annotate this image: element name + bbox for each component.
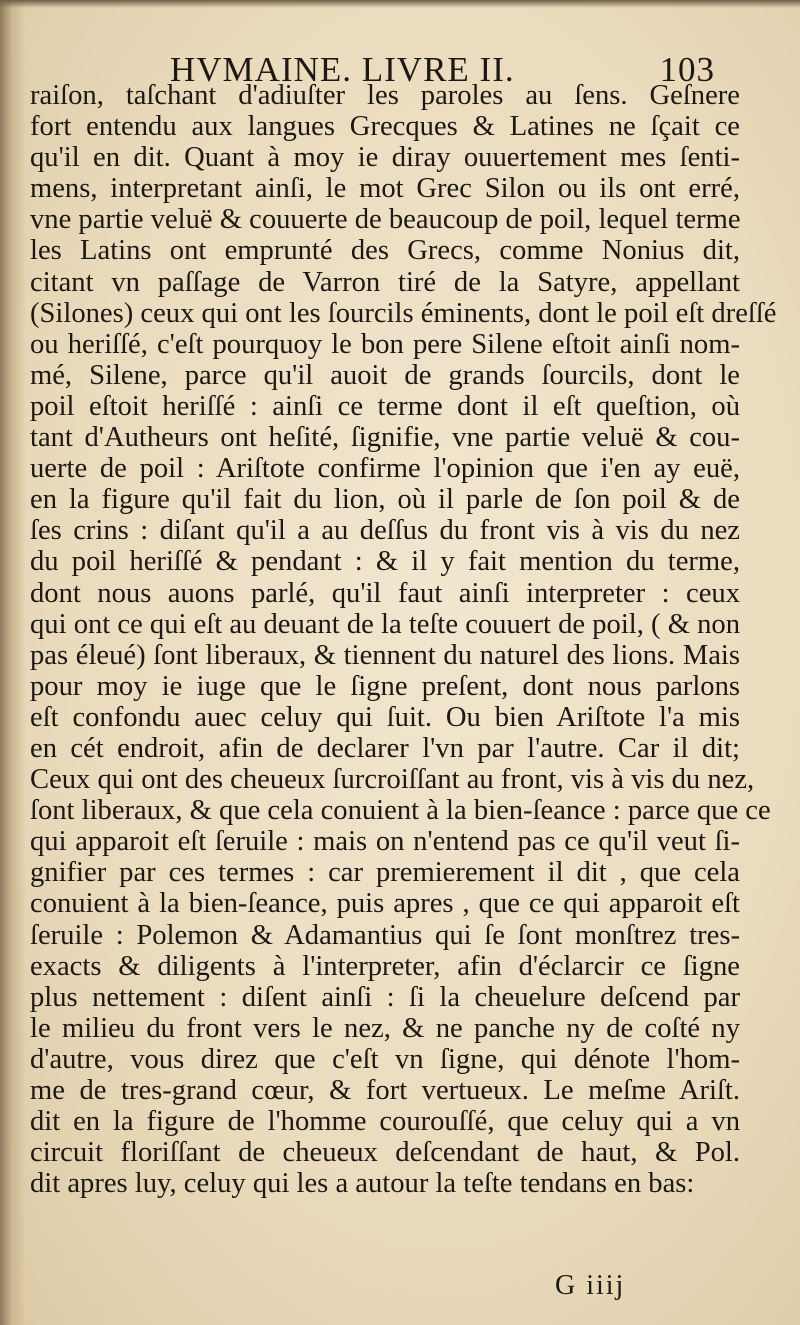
text-line: du poil heriſſé & pendant : & il y fait mention du terme, — [30, 546, 740, 578]
page-gutter-shadow — [0, 0, 26, 1325]
page-top-edge — [0, 0, 800, 8]
text-line: (Silones) ceux qui ont les ſourcils éminents, dont le poil eſt dreſſé — [30, 297, 777, 329]
text-line: ſont liberaux, & que cela conuient à la bien-ſeance : parce que ce — [30, 795, 771, 827]
text-line: conuient à la bien-ſeance, puis apres , que ce qui apparoit eſt — [30, 888, 740, 920]
text-line: pour moy ie iuge que le ſigne preſent, dont nous parlons — [30, 670, 740, 702]
text-line: qui ont ce qui eſt au deuant de la teſte couuert de poil, ( & non — [30, 608, 740, 640]
text-line: fort entendu aux langues Grecques & Latines ne ſçait ce — [30, 111, 740, 143]
text-line: exacts & diligents à l'interpreter, afin d'éclarcir ce ſigne — [30, 950, 740, 982]
text-line: poil eſtoit heriſſé : ainſi ce terme dont il eſt queſtion, où — [30, 390, 740, 422]
text-line: raiſon, taſchant d'adiuſter les paroles au ſens. Geſnere — [30, 80, 740, 111]
text-line: en la figure qu'il fait du lion, où il parle de ſon poil & de — [30, 484, 740, 516]
text-line: pas éleué) ſont liberaux, & tiennent du naturel des lions. Mais — [30, 639, 740, 671]
text-line: les Latins ont emprunté des Grecs, comme Nonius dit, — [30, 235, 740, 267]
text-line: citant vn paſſage de Varron tiré de la Satyre, appellant — [30, 266, 740, 298]
text-line: mens, interpretant ainſi, le mot Grec Silon ou ils ont erré, — [30, 173, 740, 205]
text-line: plus nettement : diſent ainſi : ſi la cheuelure deſcend par — [30, 981, 740, 1013]
text-line: dit en la figure de l'homme courouſſé, que celuy qui a vn — [30, 1106, 740, 1138]
text-line: ſes crins : diſant qu'il a au deſſus du front vis à vis du nez — [30, 515, 740, 547]
text-line: qu'il en dit. Quant à moy ie diray ouuertement mes ſenti- — [30, 142, 740, 174]
text-line: dit apres luy, celuy qui les a autour la teſte tendans en bas: — [30, 1168, 695, 1200]
text-line: mé, Silene, parce qu'il auoit de grands ſourcils, dont le — [30, 359, 740, 391]
text-line: ou heriſſé, c'eſt pourquoy le bon pere Silene eſtoit ainſi nom- — [30, 328, 740, 360]
text-line: qui apparoit eſt ſeruile : mais on n'entend pas ce qu'il veut ſi- — [30, 826, 740, 858]
running-title: HVMAINE. LIVRE II. — [170, 50, 515, 89]
body-text — [30, 80, 777, 1200]
text-line: en cét endroit, afin de declarer l'vn par l'autre. Car il dit; — [30, 732, 740, 764]
text-line: tant d'Autheurs ont heſité, ſignifie, vne partie veluë & cou- — [30, 422, 740, 454]
text-line: uerte de poil : Ariſtote confirme l'opinion que i'en ay euë, — [30, 453, 740, 485]
text-line: ſeruile : Polemon & Adamantius qui ſe ſont monſtrez tres- — [30, 919, 740, 951]
text-line: dont nous auons parlé, qu'il faut ainſi interpreter : ceux — [30, 577, 740, 609]
text-line: Ceux qui ont des cheueux ſurcroiſſant au front, vis à vis du nez, — [30, 764, 755, 796]
text-line: gnifier par ces termes : car premierement il dit , que cela — [30, 857, 740, 889]
text-line: circuit floriſſant de cheueux deſcendant de haut, & Pol. — [30, 1137, 740, 1169]
text-line: vne partie veluë & couuerte de beaucoup de poil, lequel terme — [30, 204, 741, 236]
text-line: me de tres-grand cœur, & fort vertueux. Le meſme Ariſt. — [30, 1075, 740, 1106]
text-line: d'autre, vous direz que c'eſt vn ſigne, qui dénote l'hom- — [30, 1043, 740, 1075]
signature-mark: G iiij — [555, 1270, 626, 1301]
text-line: eſt confondu auec celuy qui ſuit. Ou bien Ariſtote l'a mis — [30, 701, 740, 733]
text-line: le milieu du front vers le nez, & ne panche ny de coſté ny — [30, 1012, 740, 1044]
page-number: 103 — [659, 50, 715, 89]
